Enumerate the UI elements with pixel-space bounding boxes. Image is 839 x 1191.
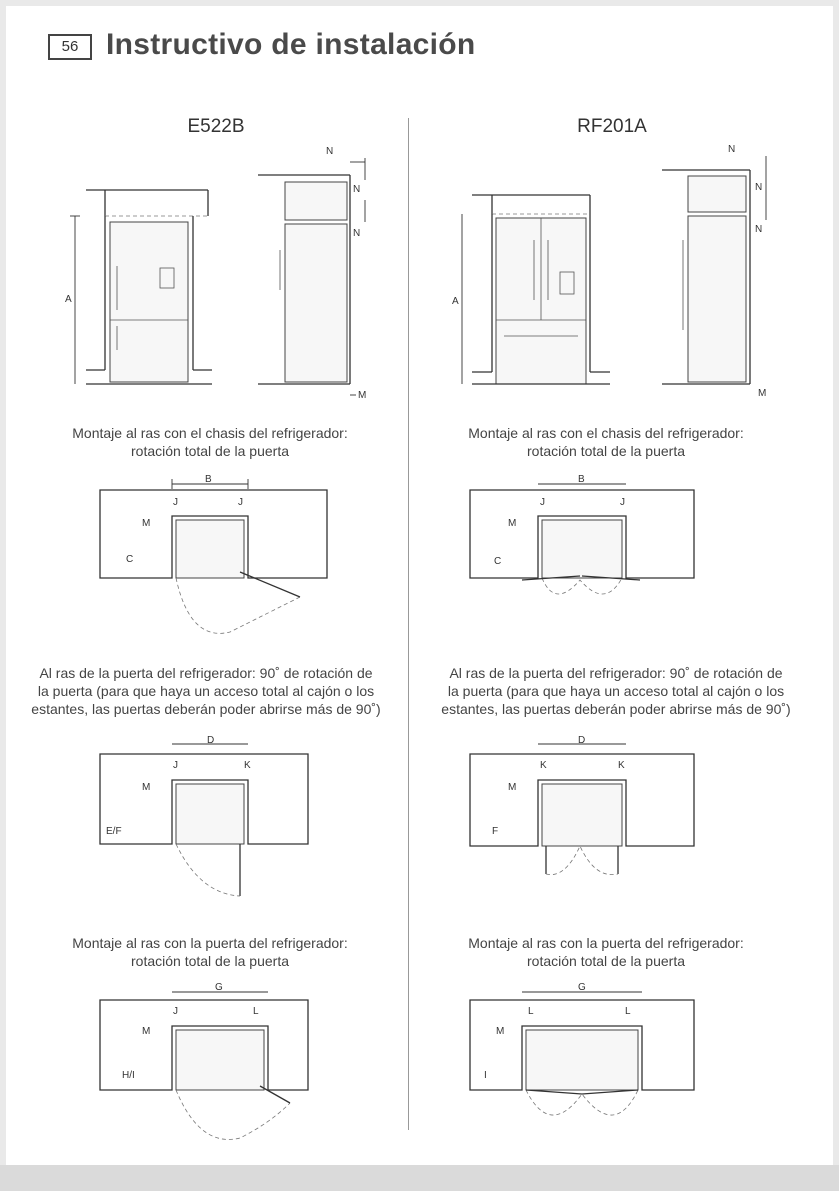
dim-label-A-left: A [65, 294, 72, 305]
dim-label-M-plan3-right: M [496, 1026, 505, 1037]
dim-label-A-right: A [452, 296, 459, 307]
dim-label-EF-left: E/F [106, 826, 122, 837]
dim-label-G-right: G [578, 982, 586, 993]
dim-label-M-plan3-left: M [142, 1026, 151, 1037]
dim-label-F-right: F [492, 826, 499, 837]
caption-3-left-line1: Montaje al ras con la puerta del refrigerador: [72, 935, 348, 951]
caption-3-right-line2: rotación total de la puerta [527, 953, 685, 969]
dim-label-I-right: I [484, 1070, 487, 1081]
caption-1-left-line1: Montaje al ras con el chasis del refrigerador: [72, 425, 348, 441]
caption-1-left [40, 424, 380, 460]
plan-diagram-3-left [100, 978, 340, 1158]
dim-label-J-plan2-left: J [173, 760, 178, 771]
page-number: 56 [48, 34, 92, 60]
elevation-diagram-left [60, 140, 380, 410]
dim-label-J2-left: J [238, 497, 243, 508]
dim-label-C-left: C [126, 554, 134, 565]
dim-label-J-plan3-left: J [173, 1006, 178, 1017]
caption-2-right-line3: estantes, las puertas deberán poder abrirse más de 90˚) [441, 701, 791, 717]
dim-label-N-low-left: N [353, 228, 361, 239]
caption-2-right-line2: la puerta (para que haya un acceso total al cajón o los [447, 683, 785, 699]
dim-label-K-left: K [244, 760, 251, 771]
model-title-right: RF201A [577, 116, 647, 137]
dim-label-D-right: D [578, 735, 586, 746]
page-title: Instructivo de instalación [106, 28, 476, 61]
page-footer-strip [0, 1165, 839, 1191]
dim-label-C-right: C [494, 556, 502, 567]
dim-label-J2-right: J [620, 497, 625, 508]
plan-diagram-1-left [100, 472, 340, 652]
dim-label-N-top-right: N [728, 144, 736, 155]
caption-1-right-line2: rotación total de la puerta [527, 443, 685, 459]
caption-3-left [40, 934, 380, 970]
column-divider [408, 118, 409, 1130]
dim-label-M-right: M [758, 388, 767, 399]
plan-diagram-1-right [470, 474, 710, 624]
plan-diagram-3-right [470, 978, 710, 1128]
dim-label-N-low-right: N [755, 224, 763, 235]
dim-label-M-plan2-left: M [142, 782, 151, 793]
elevation-diagram-right [450, 140, 780, 410]
dim-label-N-mid-left: N [353, 184, 361, 195]
dim-label-B-right: B [578, 474, 585, 485]
dim-label-D-left: D [207, 735, 215, 746]
plan-diagram-2-left [100, 734, 340, 914]
caption-2-left-line3: estantes, las puertas deberán poder abrirse más de 90˚) [31, 701, 381, 717]
dim-label-L-right: L [528, 1006, 534, 1017]
caption-2-right-line1: Al ras de la puerta del refrigerador: 90˚ de rotación de [449, 665, 783, 681]
dim-label-K2-right: K [618, 760, 625, 771]
caption-1-right [436, 424, 776, 460]
dim-label-M-plan2-right: M [508, 782, 517, 793]
caption-1-right-line1: Montaje al ras con el chasis del refrigerador: [468, 425, 744, 441]
plan-diagram-2-right [470, 734, 710, 894]
caption-2-left-line2: la puerta (para que haya un acceso total al cajón o los [37, 683, 375, 699]
model-title-left: E522B [187, 116, 245, 137]
dim-label-N-top-left: N [326, 146, 334, 157]
dim-label-HI-left: H/I [122, 1070, 135, 1081]
caption-2-left [10, 664, 402, 718]
dim-label-G-left: G [215, 982, 223, 993]
dim-label-K-right: K [540, 760, 547, 771]
dim-label-B-left: B [205, 474, 212, 485]
caption-3-left-line2: rotación total de la puerta [131, 953, 289, 969]
dim-label-L-left: L [253, 1006, 259, 1017]
caption-3-right [436, 934, 776, 970]
caption-1-left-line2: rotación total de la puerta [131, 443, 289, 459]
dim-label-L2-right: L [625, 1006, 631, 1017]
dim-label-J-left: J [173, 497, 178, 508]
caption-3-right-line1: Montaje al ras con la puerta del refrigerador: [468, 935, 744, 951]
caption-2-left-line1: Al ras de la puerta del refrigerador: 90˚ de rotación de [39, 665, 373, 681]
caption-2-right [420, 664, 812, 718]
dim-label-M-left: M [358, 390, 367, 401]
dim-label-J-right: J [540, 497, 545, 508]
dim-label-M-plan1-left: M [142, 518, 151, 529]
dim-label-M-plan1-right: M [508, 518, 517, 529]
dim-label-N-mid-right: N [755, 182, 763, 193]
